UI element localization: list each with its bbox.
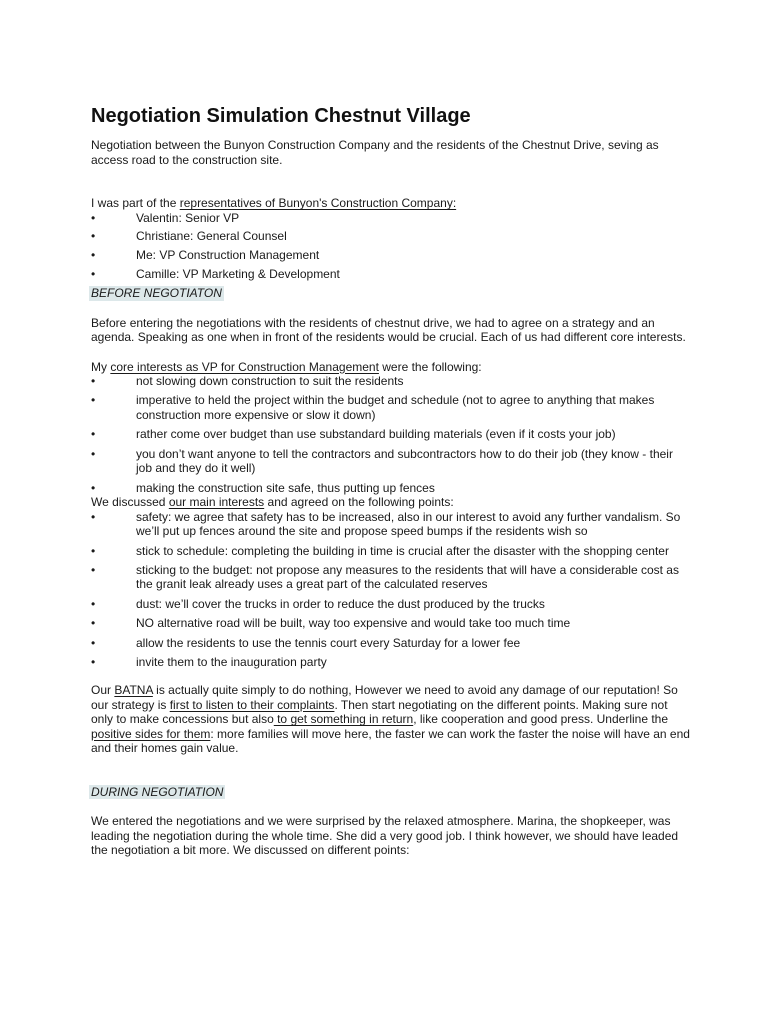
bullet-glyph: • (91, 562, 96, 577)
bullet-glyph: • (91, 393, 96, 408)
section-heading-during: DURING NEGOTIATION (91, 784, 224, 799)
bullet-glyph: • (91, 446, 96, 461)
list-item: • not slowing down construction to suit the residents (91, 374, 404, 389)
document-title: Negotiation Simulation Chestnut Village (91, 105, 471, 127)
bullet-glyph: • (91, 248, 96, 263)
list-item: • Christiane: General Counsel (91, 229, 287, 244)
list-item: • making the construction site safe, thus putting up fences (91, 480, 435, 495)
list-item: • stick to schedule: completing the building in time is crucial after the disaster with the shopping center (91, 543, 669, 558)
list-item: • dust: we’ll cover the trucks in order to reduce the dust produced by the trucks (91, 596, 545, 611)
list-item: • Me: VP Construction Management (91, 248, 320, 263)
main-interests-lead: We discussed our main interests and agreed on the following points: (91, 495, 454, 510)
bullet-glyph: • (91, 374, 96, 389)
batna-paragraph: Our BATNA is actually quite simply to do nothing, However we need to avoid any damage of our reputation! So our strategy is first to listen to their complaints. Then start negotiating on the different points. Making sure not only to make concessions but also to get something in return, like cooperation and good press. Underline the positive sides for them: more families will move here, the faster we can work the faster the noise will have an end and their homes gain value. (91, 683, 690, 756)
bullet-glyph: • (91, 616, 96, 631)
batna-term: BATNA (114, 683, 153, 698)
team-lead-text: I was part of the (91, 196, 180, 210)
before-paragraph: Before entering the negotiations with the residents of chestnut drive, we had to agree on a strategy and an agenda. Speaking as one when in front of the residents would be crucial. Each of us had different core interests. (91, 315, 686, 345)
list-item: • NO alternative road will be built, way too expensive and would take too much time (91, 616, 571, 631)
core-interests-lead: My core interests as VP for Construction Management were the following: (91, 359, 482, 374)
list-item: • invite them to the inauguration party (91, 654, 327, 669)
list-item: • Valentin: Senior VP (91, 210, 240, 225)
during-paragraph: We entered the negotiations and we were surprised by the relaxed atmosphere. Marina, the shopkeeper, was leading the negotiation during the whole time. She did a very good job. I think however, we should have leaded the negotiation a bit more. We discussed on different points: (91, 814, 679, 858)
main-interests-list (91, 510, 691, 670)
intro-paragraph: Negotiation between the Bunyon Construction Company and the residents of the Chestnut Drive, seving as access road to the construction site. (91, 138, 659, 167)
list-item: • sticking to the budget: not propose any measures to the residents that will have a considerable cost as the granit leak already uses a great part of the calculated reserves (91, 562, 679, 592)
bullet-glyph: • (91, 480, 96, 495)
core-interests-list (91, 374, 691, 495)
bullet-glyph: • (91, 654, 96, 669)
list-item: • rather come over budget than use substandard building materials (even if it costs your job) (91, 427, 616, 442)
list-item: • imperative to held the project within the budget and schedule (not to agree to anything that makes construction more expensive or slow it down) (91, 393, 655, 422)
bullet-glyph: • (91, 427, 96, 442)
bullet-glyph: • (91, 543, 96, 558)
positive-sides-phrase: positive sides for them (91, 726, 211, 741)
bullet-glyph: • (91, 210, 96, 225)
main-interests-underlined: our main interests (168, 495, 265, 510)
team-lead-line (91, 196, 691, 211)
bullet-glyph: • (91, 509, 96, 524)
bullet-glyph: • (91, 596, 96, 611)
core-interests-underlined: core interests as VP for Construction Management (110, 359, 379, 374)
section-heading-before: BEFORE NEGOTIATON (91, 286, 222, 301)
team-member-list (91, 211, 691, 282)
listen-phrase: first to listen to their complaints (169, 697, 335, 712)
document-page (91, 104, 691, 858)
bullet-glyph: • (91, 267, 96, 282)
bullet-glyph: • (91, 635, 96, 650)
bullet-glyph: • (91, 229, 96, 244)
return-phrase: to get something in return (273, 712, 414, 727)
list-item: • allow the residents to use the tennis court every Saturday for a lower fee (91, 635, 521, 650)
list-item: • Camille: VP Marketing & Development (91, 267, 340, 282)
team-lead-underlined: representatives of Bunyon's Construction Company: (179, 196, 457, 210)
list-item: • safety: we agree that safety has to be increased, also in our interest to avoid any further vandalism. So we’ll put up fences around the site and propose speed bumps if the residents wish so (91, 509, 681, 539)
list-item: • you don’t want anyone to tell the contractors and subcontractors how to do their job (they know - their job and they do it well) (91, 446, 673, 476)
